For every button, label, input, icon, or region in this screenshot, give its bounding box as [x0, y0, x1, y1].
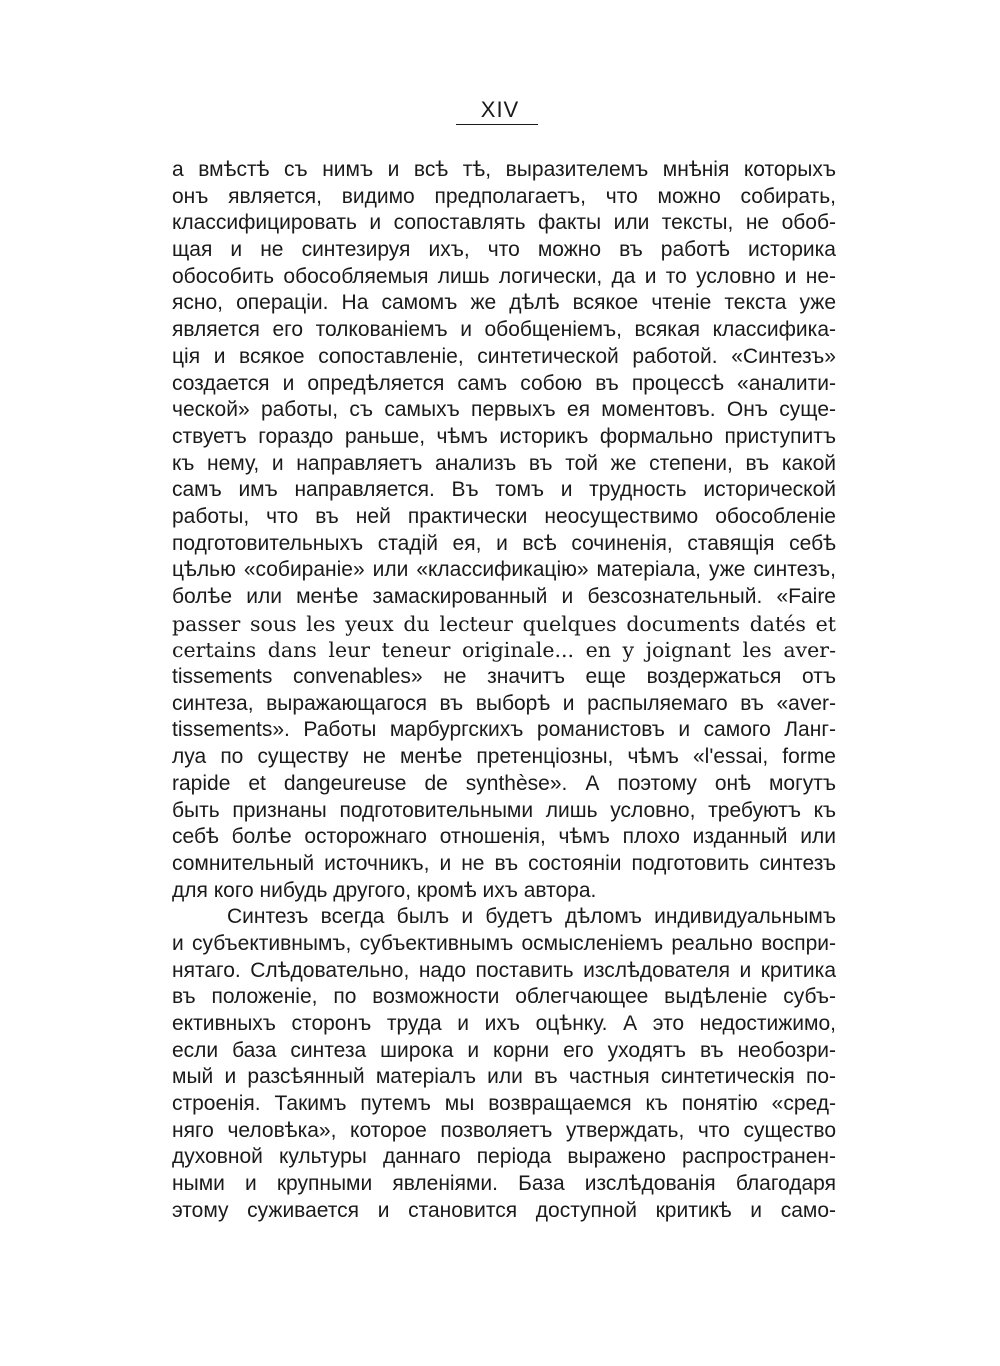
text-line: если база синтеза широка и корни его уходятъ въ необозри- — [172, 1038, 836, 1062]
text-line: подготовительныхъ стадій ея, и всѣ сочиненія, ставящія себѣ — [172, 531, 836, 555]
text-line: этому суживается и становится доступной критикѣ и само- — [172, 1198, 836, 1222]
text-line: ективныхъ сторонъ труда и ихъ оцѣнку. А это недостижимо, — [172, 1012, 836, 1035]
text-line: обособить обособляемыя лишь логически, да и то условно и не- — [172, 264, 836, 288]
text-line: быть признаны подготовительными лишь условно, требуютъ къ — [172, 798, 836, 822]
text-line: ствуетъ гораздо раньше, чѣмъ историкъ формально приступитъ — [172, 424, 836, 448]
text-line: няго человѣка», которое позволяетъ утверждать, что существо — [172, 1118, 836, 1142]
page-number: XIV — [480, 97, 520, 122]
text-line: нятаго. Слѣдовательно, надо поставить изслѣдователя и критика — [172, 958, 836, 982]
text-line: строенія. Такимъ путемъ мы возвращаемся къ понятію «сред- — [172, 1092, 836, 1116]
text-line: passer sous les yeux du lecteur quelques documents datés et — [172, 611, 836, 636]
text-line: и субъективнымъ, субъективнымъ осмысленіемъ реально воспри- — [172, 931, 836, 955]
text-line: мый и разсѣянный матеріалъ или въ частныя синтетическія по- — [172, 1065, 836, 1089]
text-line: ными и крупными явленіями. База изслѣдованія благодаря — [172, 1172, 836, 1196]
text-line: работы, что въ ней практически неосуществимо обособленіе — [172, 504, 836, 528]
text-line: tissements convenables» не значитъ еще воздержаться отъ — [172, 665, 836, 689]
text-line: синтеза, выражающагося въ выборѣ и распыляемаго въ «aver- — [172, 691, 836, 715]
text-line: ческой» работы, съ самыхъ первыхъ ея моментовъ. Онъ суще- — [172, 398, 836, 422]
text-line: духовной культуры даннаго періода выражено распространен- — [172, 1145, 836, 1169]
text-line: ясно, операціи. На самомъ же дѣлѣ всякое чтеніе текста уже — [172, 291, 836, 315]
text-line: къ нему, и направляетъ анализъ въ той же степени, въ какой — [172, 451, 836, 475]
text-line: себѣ болѣе осторожнаго отношенія, чѣмъ плохо изданный или — [172, 825, 836, 849]
text-line: rapide et dangeureuse de synthèse». А поэтому онѣ могутъ — [172, 771, 836, 795]
body-text — [172, 157, 836, 1225]
text-line: онъ является, видимо предполагаетъ, что можно собирать, — [172, 184, 836, 208]
page-number-rule — [456, 124, 538, 125]
text-line: для кого нибудь другого, кромѣ ихъ автора. — [172, 878, 597, 902]
text-line: классифицировать и сопоставлять факты или тексты, не обоб- — [172, 211, 836, 235]
text-line: certains dans leur teneur originale... en y joignant les aver- — [172, 638, 836, 663]
text-line: а вмѣстѣ съ нимъ и всѣ тѣ, выразителемъ мнѣнія которыхъ — [172, 158, 836, 181]
text-line: tissements». Работы марбургскихъ романистовъ и самого Ланг- — [172, 718, 836, 742]
text-line: щая и не синтезируя ихъ, что можно въ работѣ историка — [172, 238, 836, 262]
text-line: сомнительный источникъ, и не въ состояніи подготовить синтезъ — [172, 851, 836, 875]
text-line: въ положеніе, по возможности облегчающее выдѣленіе субъ- — [172, 985, 836, 1009]
text-line: является его толкованіемъ и обобщеніемъ, всякая классифика- — [172, 318, 836, 342]
text-line: луа по существу не менѣе претенціозны, чѣмъ «l'essai, forme — [172, 745, 836, 769]
text-line: Синтезъ всегда былъ и будетъ дѣломъ индивидуальнымъ — [227, 905, 836, 929]
text-line: цѣлью «собираніе» или «классификацію» матеріала, уже синтезъ, — [172, 558, 836, 582]
text-line: болѣе или менѣе замаскированный и безсознательный. «Faire — [172, 585, 836, 608]
text-line: самъ имъ направляется. Въ томъ и трудность исторической — [172, 478, 836, 502]
text-line: ція и всякое сопоставленіе, синтетической работой. «Синтезъ» — [172, 344, 836, 368]
text-line: создается и опредѣляется самъ собою въ процессѣ «аналити- — [172, 371, 836, 395]
